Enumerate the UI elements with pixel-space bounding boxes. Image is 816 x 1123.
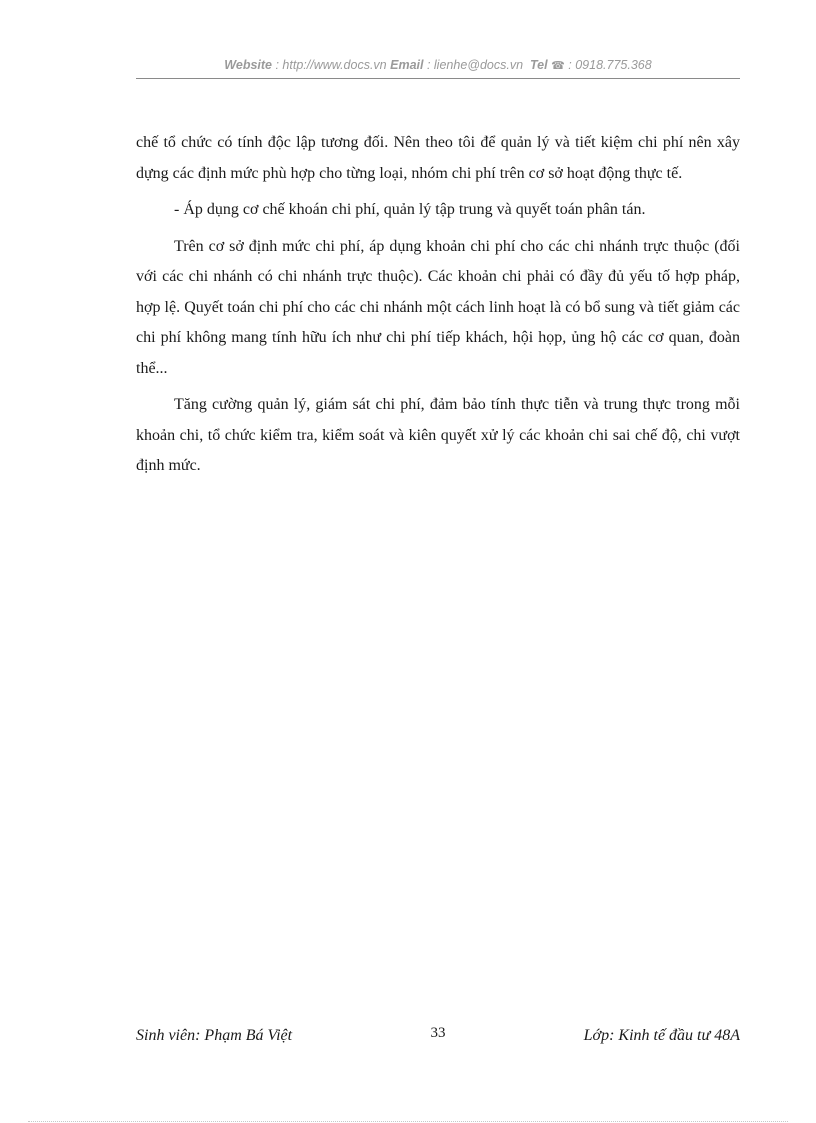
email-separator: : xyxy=(423,58,434,72)
body-text xyxy=(136,128,740,488)
page-footer xyxy=(136,1025,740,1047)
website-link[interactable]: http://www.docs.vn xyxy=(282,58,387,72)
tel-label: Tel xyxy=(530,58,548,72)
paragraph-continuation: chế tổ chức có tính độc lập tương đối. Nên theo tôi để quản lý và tiết kiệm chi phí nên xây dựng các định mức phù hợp cho từng loại, nhóm chi phí trên cơ sở hoạt động thực tế. xyxy=(136,134,740,182)
page-header xyxy=(136,56,740,79)
tel-separator: : xyxy=(564,58,576,72)
paragraph: Trên cơ sở định mức chi phí, áp dụng khoản chi phí cho các chi nhánh trực thuộc (đối với các chi nhánh có chi nhánh trực thuộc). Các khoản chi phải có đầy đủ yếu tố hợp pháp, hợp lệ. Quyết toán chi phí cho các chi nhánh một cách linh hoạt là có bổ sung và tiết giảm các chi phí không mang tính hữu ích như chi phí tiếp khách, hội họp, ủng hộ các cơ quan, đoàn thể... xyxy=(136,237,740,377)
email-link[interactable]: lienhe@docs.vn xyxy=(433,58,524,72)
page-bottom-divider xyxy=(28,1121,788,1122)
tel-number: 0918.775.368 xyxy=(575,58,652,72)
phone-icon: ☎ xyxy=(551,60,565,72)
website-label: Website xyxy=(224,58,272,72)
email-label: Email xyxy=(390,58,424,72)
class-name: Lớp: Kinh tế đầu tư 48A xyxy=(583,1027,740,1044)
website-separator: : xyxy=(272,58,283,72)
paragraph-bullet: - Áp dụng cơ chế khoán chi phí, quản lý tập trung và quyết toán phân tán. xyxy=(174,201,646,218)
paragraph: Tăng cường quản lý, giám sát chi phí, đảm bảo tính thực tiễn và trung thực trong mỗi khoản chi, tổ chức kiểm tra, kiểm soát và kiên quyết xử lý các khoản chi sai chế độ, chi vượt định mức. xyxy=(136,396,740,474)
student-name: Sinh viên: Phạm Bá Việt xyxy=(136,1027,293,1044)
page-number: 33 xyxy=(430,1025,446,1041)
